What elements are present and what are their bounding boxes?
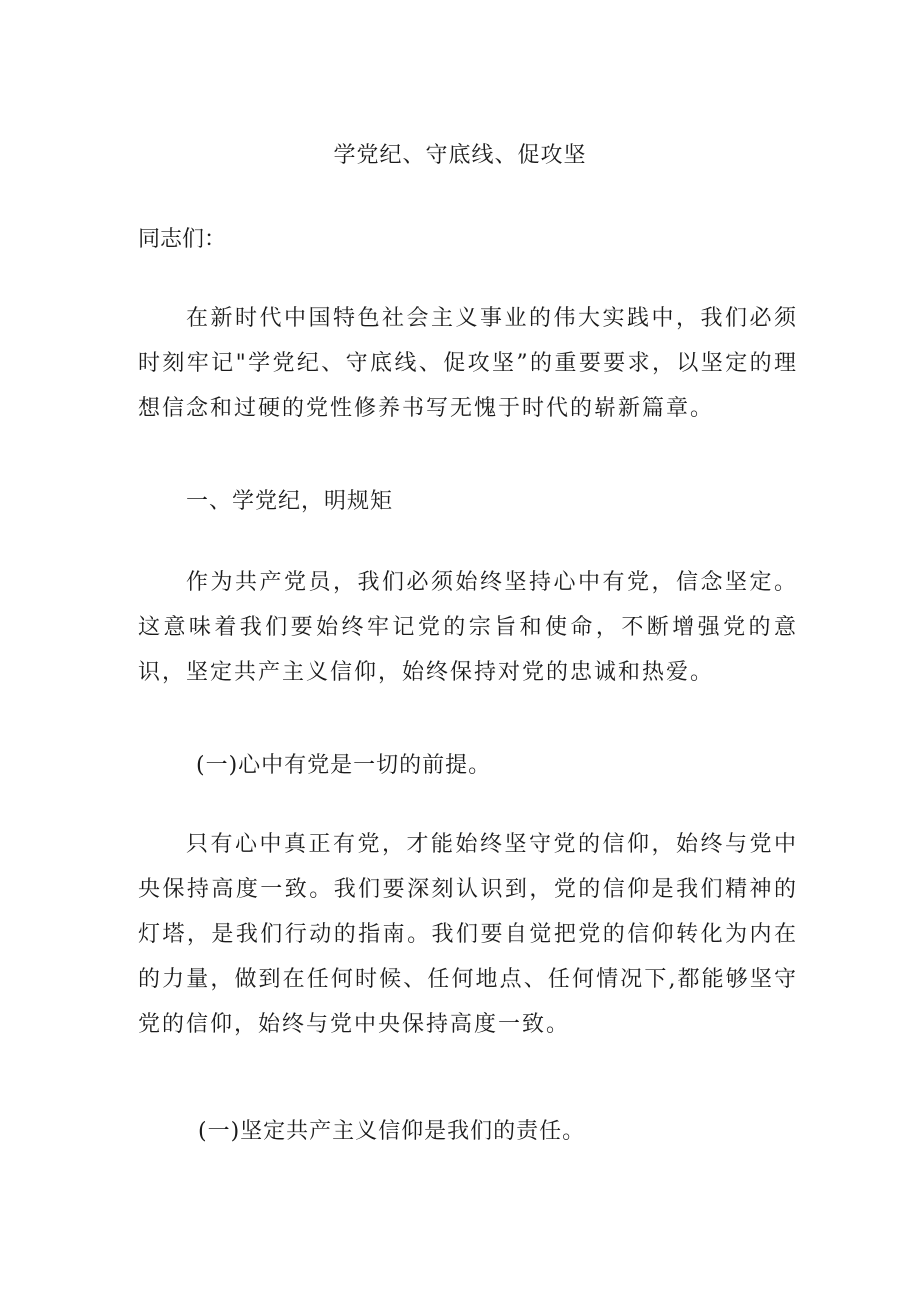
subsection-1-paragraph: 只有心中真正有党，才能始终坚守党的信仰，始终与党中央保持高度一致。我们要深刻认识到，党的信仰是我们精神的灯塔，是我们行动的指南。我们要自觉把党的信仰转化为内在的力量，做到在任何时候、任何地点、任何情况下,都能够坚守党的信仰，始终与党中央保持高度一致。 bbox=[138, 832, 798, 1037]
section-1-paragraph: 作为共产党员，我们必须始终坚持心中有党，信念坚定。这意味着我们要始终牢记党的宗旨和使命，不断增强党的意识，坚定共产主义信仰，始终保持对党的忠诚和热爱。 bbox=[138, 570, 798, 685]
intro-paragraph: 在新时代中国特色社会主义事业的伟大实践中，我们必须时刻牢记"学党纪、守底线、促攻坚”的重要要求，以坚定的理想信念和过硬的党性修养书写无愧于时代的崭新篇章。 bbox=[138, 306, 798, 421]
subsection-1-heading: (一)心中有党是一切的前提。 bbox=[196, 753, 492, 778]
greeting: 同志们： bbox=[138, 227, 227, 252]
section-1-heading: 一、学党纪，明规矩 bbox=[186, 489, 394, 514]
subsection-2-heading: (一)坚定共产主义信仰是我们的责任。 bbox=[198, 1119, 586, 1144]
document-title: 学党纪、守底线、促攻坚 bbox=[333, 143, 587, 168]
